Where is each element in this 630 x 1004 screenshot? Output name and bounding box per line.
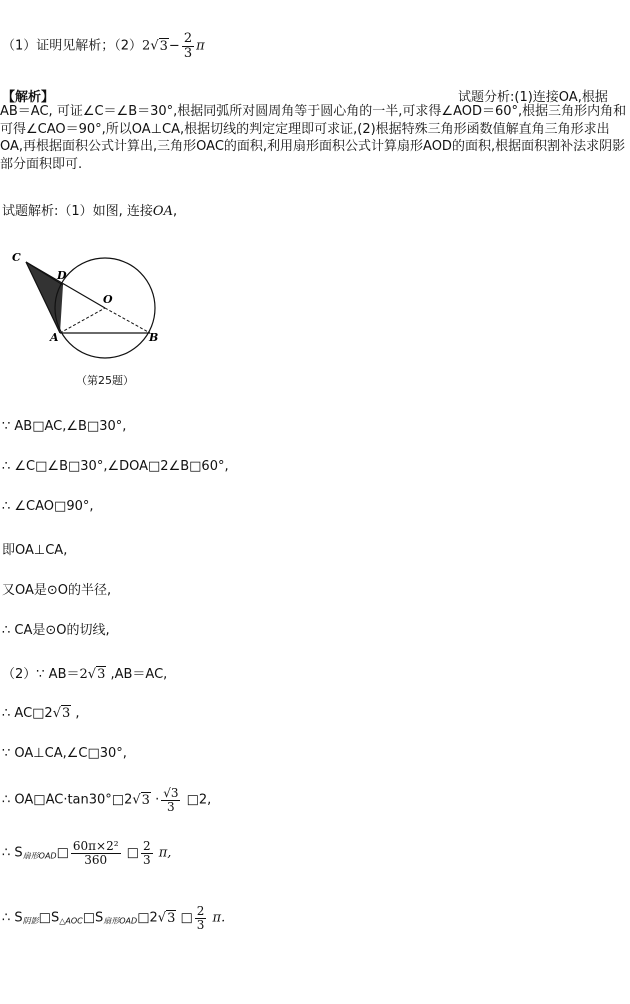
step-9: ∵ OA⊥CA,∠C□30°, <box>2 746 127 761</box>
solution-intro: 试题解析:（1）如图, 连接OA, <box>2 204 178 219</box>
step-5: 又OA是⊙O的半径, <box>2 583 112 598</box>
step-4: 即OA⊥CA, <box>2 543 68 558</box>
step-7: （2）∵ AB＝2√3 ,AB＝AC, <box>2 667 168 682</box>
segment-OA <box>60 308 105 333</box>
analysis-body: AB＝AC, 可证∠C＝∠B＝30°,根据同弧所对圆周角等于圆心角的一半,可求得∠AOD＝60°,根据三角形内角和可得∠CAO＝90°,所以OA⊥CA,根据切线的判定定理即可求证,(2)根据特殊三角形函数值解直角三角形求出OA,再根据面积公式计算出,三角形OAC的面积,利用扇形面积公式计算扇形AOD的面积,根据面积割补法求阴影部分面积即可. <box>0 104 627 172</box>
analysis-intro: 试题分析:(1)连接OA,根据 <box>458 90 608 105</box>
label-O: O <box>103 293 113 306</box>
step-1: ∵ AB□AC,∠B□30°, <box>2 419 127 434</box>
answer-text: （1）证明见解析；（2） <box>2 38 143 54</box>
step-8: ∴ AC□2√3 , <box>2 706 80 721</box>
label-A: A <box>50 331 59 344</box>
analysis-heading: 【解析】 <box>2 90 55 105</box>
figure-caption: （第25题） <box>76 374 134 387</box>
step-3: ∴ ∠CAO□90°, <box>2 499 94 514</box>
answer-line: （1）证明见解析；（2）2√3− $\frac{2}{3}$ π <box>2 31 205 61</box>
answer-pi: π <box>196 38 205 54</box>
answer-radicand: 3 <box>159 38 168 54</box>
label-C: C <box>12 251 21 264</box>
answer-coef: 2 <box>142 38 151 54</box>
answer-fraction: $\frac{2}{3}$ <box>183 31 193 61</box>
segment-OB <box>105 308 150 333</box>
label-D: D <box>57 269 67 282</box>
label-B: B <box>149 331 159 344</box>
step-11: ∴ $S_{扇形OAD}□$ $\frac{\text{60π×2²}}{360}$ □ $\frac{2}{3}$ π, <box>2 839 172 867</box>
answer-minus: − <box>168 38 180 54</box>
step-6: ∴ CA是⊙O的切线, <box>2 623 110 638</box>
step-10: ∴ OA□AC·tan30°□2√3 · $\frac{√3}{3}$ □2, <box>2 786 212 814</box>
step-12: ∴ $S_{阴影}□S_{\triangle AOC}□S_{扇形OAD}□2√3$ □ $\frac{2}{3}$ π. <box>2 904 226 932</box>
step-2: ∴ ∠C□∠B□30°,∠DOA□2∠B□60°, <box>2 459 229 474</box>
